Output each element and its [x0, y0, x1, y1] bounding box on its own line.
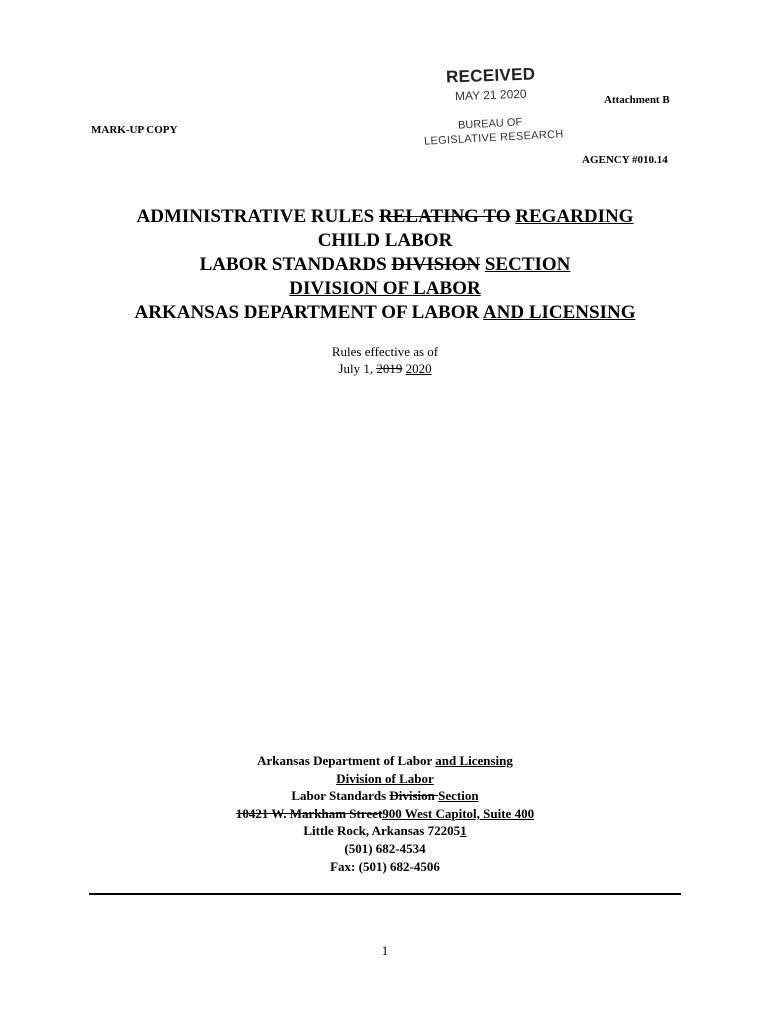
inserted-text: AND LICENSING: [482, 302, 636, 323]
title-text: LABOR STANDARDS: [199, 254, 392, 275]
address-line-2: [0, 770, 770, 788]
deleted-text: 2019: [376, 361, 403, 376]
received-stamp-title: RECEIVED: [445, 64, 536, 87]
fax-number: Fax: (501) 682-4506: [330, 858, 440, 874]
address-line-1: [0, 752, 770, 770]
inserted-text: Section: [438, 788, 479, 804]
inserted-text: 1: [460, 823, 467, 839]
deleted-text: RELATING TO: [379, 206, 511, 227]
title-line-3: [0, 253, 770, 277]
effective-line-2: [0, 360, 770, 377]
agency-address: [0, 752, 770, 875]
address-text: Arkansas Department of Labor: [257, 753, 436, 768]
effective-text: July 1,: [338, 361, 377, 376]
address-line-5: [0, 822, 770, 840]
inserted-text: 2020: [405, 361, 432, 376]
title-line-4: [0, 277, 770, 301]
inserted-text: DIVISION OF LABOR: [289, 278, 481, 299]
page-number: 1: [381, 943, 389, 958]
markup-copy-label: MARK-UP COPY: [91, 124, 178, 136]
deleted-text: Division: [389, 788, 439, 804]
inserted-text: and Licensing: [435, 753, 513, 768]
phone-number: (501) 682-4534: [344, 840, 426, 856]
address-text: Labor Standards: [291, 788, 390, 804]
address-text: Little Rock, Arkansas 72205: [303, 823, 461, 839]
deleted-text: DIVISION: [391, 254, 481, 275]
agency-number: AGENCY #010.14: [582, 154, 668, 166]
received-stamp-legislative-research: LEGISLATIVE RESEARCH: [423, 128, 564, 148]
received-stamp-bureau: BUREAU OF: [457, 116, 523, 132]
address-line-4: [0, 805, 770, 823]
effective-line-1: Rules effective as of: [331, 344, 439, 359]
address-line-3: [0, 787, 770, 805]
effective-date: [0, 343, 770, 377]
inserted-text: REGARDING: [515, 206, 634, 227]
received-stamp-date: MAY 21 2020: [454, 86, 527, 104]
title-line-1: [0, 205, 770, 229]
attachment-label: Attachment B: [604, 94, 670, 106]
deleted-text: 10421 W. Markham Street: [235, 805, 383, 821]
inserted-text: 900 West Capitol, Suite 400: [382, 805, 535, 821]
title-line-5: [0, 301, 770, 325]
inserted-text: Division of Labor: [336, 770, 434, 786]
inserted-text: SECTION: [484, 254, 571, 275]
title-line-2: CHILD LABOR: [317, 230, 453, 251]
title-text: ADMINISTRATIVE RULES: [136, 206, 380, 227]
horizontal-rule: [89, 893, 681, 895]
document-title: [0, 205, 770, 325]
title-text: ARKANSAS DEPARTMENT OF LABOR: [134, 302, 483, 323]
